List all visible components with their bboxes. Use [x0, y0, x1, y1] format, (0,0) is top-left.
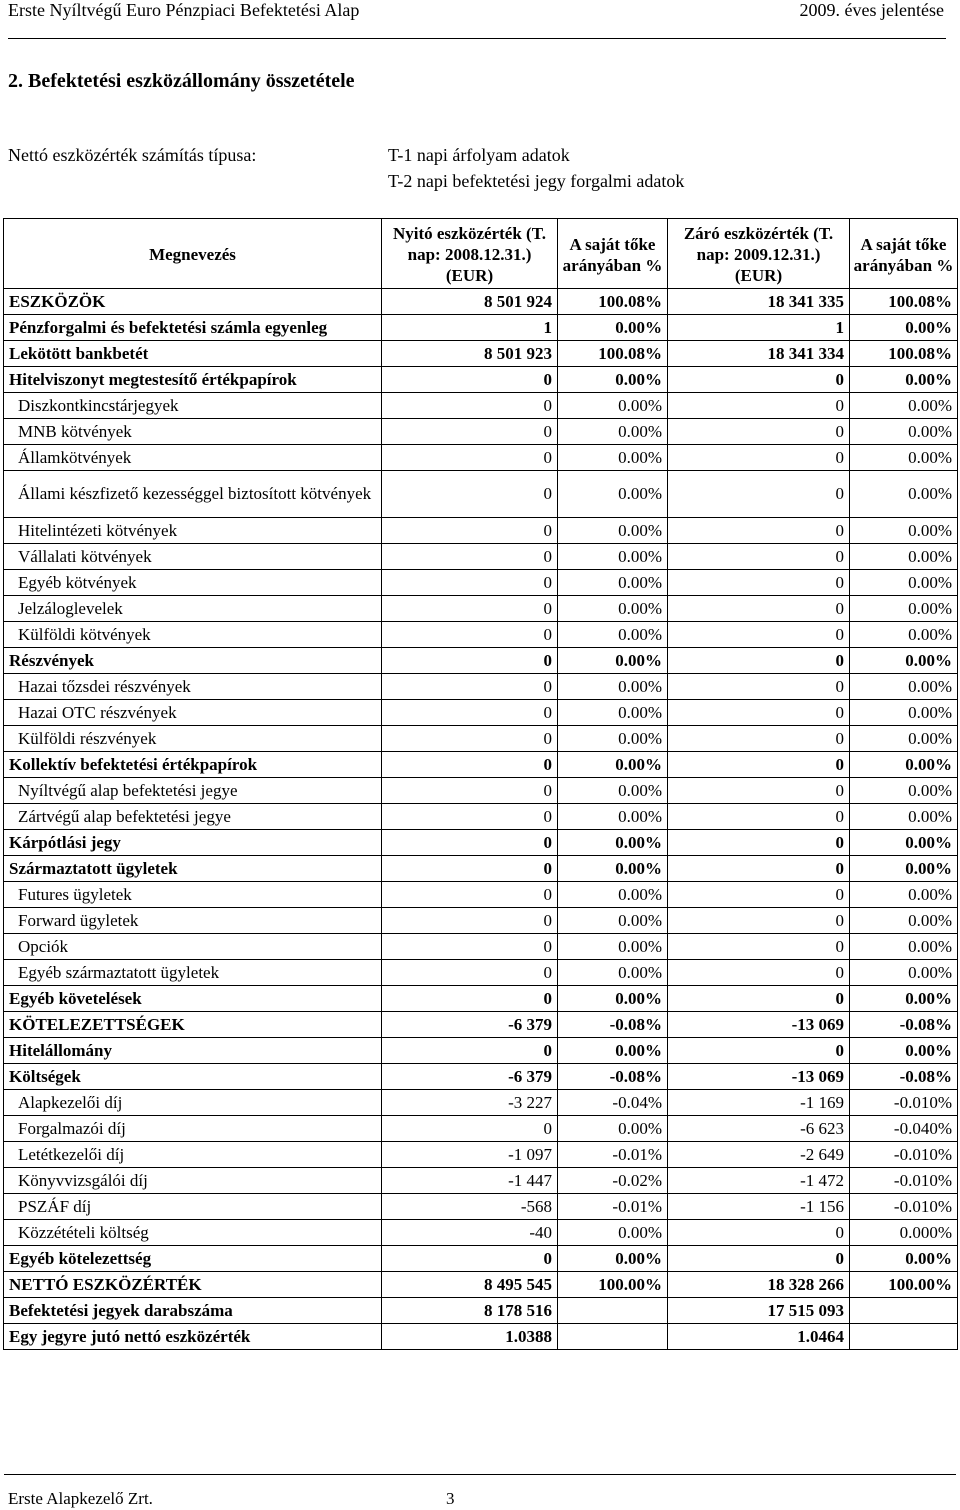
opening-value: 0	[382, 419, 558, 445]
table-body	[4, 289, 958, 1350]
opening-value: 0	[382, 393, 558, 419]
closing-pct: 0.00%	[850, 882, 958, 908]
table-row	[4, 804, 958, 830]
opening-pct: 0.00%	[558, 908, 668, 934]
table-row	[4, 778, 958, 804]
closing-value: 0	[668, 393, 850, 419]
closing-value: 0	[668, 596, 850, 622]
footer-company: Erste Alapkezelő Zrt.	[8, 1489, 153, 1508]
closing-pct: -0.010%	[850, 1194, 958, 1220]
closing-pct: 0.00%	[850, 315, 958, 341]
closing-value: 1.0464	[668, 1324, 850, 1350]
row-name: Részvények	[4, 648, 382, 674]
closing-pct: 0.00%	[850, 778, 958, 804]
table-row	[4, 419, 958, 445]
row-name: PSZÁF díj	[4, 1194, 382, 1220]
opening-pct	[558, 1324, 668, 1350]
closing-pct: 0.00%	[850, 986, 958, 1012]
opening-value: 0	[382, 445, 558, 471]
closing-value: 0	[668, 674, 850, 700]
closing-pct: -0.010%	[850, 1090, 958, 1116]
row-name: Külföldi kötvények	[4, 622, 382, 648]
row-name: Forward ügyletek	[4, 908, 382, 934]
opening-value: 8 501 924	[382, 289, 558, 315]
opening-value: 0	[382, 622, 558, 648]
closing-value: 0	[668, 986, 850, 1012]
table-row	[4, 882, 958, 908]
row-name: Hazai OTC részvények	[4, 700, 382, 726]
row-name: Pénzforgalmi és befektetési számla egyenleg	[4, 315, 382, 341]
table-row	[4, 1272, 958, 1298]
opening-pct	[558, 1298, 668, 1324]
row-name: Hitelállomány	[4, 1038, 382, 1064]
closing-value: 0	[668, 648, 850, 674]
opening-pct: 0.00%	[558, 570, 668, 596]
opening-value: 0	[382, 986, 558, 1012]
closing-value: 0	[668, 544, 850, 570]
row-name: Lekötött bankbetét	[4, 341, 382, 367]
opening-pct: 0.00%	[558, 986, 668, 1012]
row-name: Alapkezelői díj	[4, 1090, 382, 1116]
table-row	[4, 518, 958, 544]
opening-pct: 0.00%	[558, 518, 668, 544]
opening-value: -568	[382, 1194, 558, 1220]
opening-value: 0	[382, 1116, 558, 1142]
table-row	[4, 1038, 958, 1064]
opening-value: 0	[382, 674, 558, 700]
opening-value: 1	[382, 315, 558, 341]
closing-value: 17 515 093	[668, 1298, 850, 1324]
nav-type-value-2: T-2 napi befektetési jegy forgalmi adatok	[388, 171, 685, 191]
opening-value: 0	[382, 752, 558, 778]
row-name: Egyéb származtatott ügyletek	[4, 960, 382, 986]
closing-value: 0	[668, 752, 850, 778]
table-row	[4, 289, 958, 315]
opening-value: 0	[382, 856, 558, 882]
closing-pct: -0.08%	[850, 1012, 958, 1038]
closing-pct: 0.00%	[850, 700, 958, 726]
closing-value: 1	[668, 315, 850, 341]
row-name: Egyéb kötelezettség	[4, 1246, 382, 1272]
row-name: Közzétételi költség	[4, 1220, 382, 1246]
closing-value: 18 341 335	[668, 289, 850, 315]
opening-pct: -0.08%	[558, 1012, 668, 1038]
col-header-opening-value: Nyitó eszközérték (T. nap: 2008.12.31.) (EUR)	[382, 219, 558, 289]
table-row	[4, 596, 958, 622]
closing-pct: 0.00%	[850, 1038, 958, 1064]
table-row	[4, 1116, 958, 1142]
row-name: Könyvvizsgálói díj	[4, 1168, 382, 1194]
opening-pct: 100.00%	[558, 1272, 668, 1298]
table-row	[4, 700, 958, 726]
row-name: Diszkontkincstárjegyek	[4, 393, 382, 419]
row-name: Befektetési jegyek darabszáma	[4, 1298, 382, 1324]
row-name: Külföldi részvények	[4, 726, 382, 752]
closing-value: 0	[668, 856, 850, 882]
table-row	[4, 986, 958, 1012]
closing-value: 0	[668, 830, 850, 856]
col-header-closing-pct: A saját tőke arányában %	[850, 219, 958, 289]
row-name: Forgalmazói díj	[4, 1116, 382, 1142]
row-name: Vállalati kötvények	[4, 544, 382, 570]
table-row	[4, 1168, 958, 1194]
opening-pct: 0.00%	[558, 934, 668, 960]
opening-value: 0	[382, 960, 558, 986]
closing-pct	[850, 1324, 958, 1350]
closing-pct: 0.00%	[850, 804, 958, 830]
nav-type-value-1: T-1 napi árfolyam adatok	[388, 145, 570, 165]
closing-value: 0	[668, 960, 850, 986]
header-fund-name: Erste Nyíltvégű Euro Pénzpiaci Befektetési Alap	[8, 0, 360, 20]
opening-value: 0	[382, 700, 558, 726]
table-row	[4, 752, 958, 778]
table-row	[4, 341, 958, 367]
opening-pct: 0.00%	[558, 804, 668, 830]
row-name: Egyéb kötvények	[4, 570, 382, 596]
opening-value: 8 178 516	[382, 1298, 558, 1324]
header-divider	[8, 38, 946, 39]
closing-value: -1 169	[668, 1090, 850, 1116]
table-row	[4, 544, 958, 570]
row-name: Egyéb követelések	[4, 986, 382, 1012]
table-row	[4, 1142, 958, 1168]
closing-value: 0	[668, 570, 850, 596]
closing-value: -1 156	[668, 1194, 850, 1220]
closing-pct: 0.00%	[850, 752, 958, 778]
row-name: Hitelviszonyt megtestesítő értékpapírok	[4, 367, 382, 393]
closing-pct: 0.00%	[850, 1246, 958, 1272]
closing-value: -1 472	[668, 1168, 850, 1194]
table-header-row	[4, 219, 958, 289]
closing-value: 0	[668, 908, 850, 934]
closing-pct: 100.08%	[850, 341, 958, 367]
opening-pct: -0.02%	[558, 1168, 668, 1194]
table-row	[4, 830, 958, 856]
opening-pct: -0.01%	[558, 1142, 668, 1168]
opening-pct: 0.00%	[558, 882, 668, 908]
table-row	[4, 726, 958, 752]
table-row	[4, 648, 958, 674]
row-name: MNB kötvények	[4, 419, 382, 445]
table-row	[4, 445, 958, 471]
row-name: Jelzáloglevelek	[4, 596, 382, 622]
opening-pct: 0.00%	[558, 830, 668, 856]
opening-value: 0	[382, 726, 558, 752]
opening-pct: 0.00%	[558, 315, 668, 341]
opening-pct: 0.00%	[558, 752, 668, 778]
opening-value: 1.0388	[382, 1324, 558, 1350]
closing-value: 0	[668, 804, 850, 830]
opening-value: -3 227	[382, 1090, 558, 1116]
row-name: ESZKÖZÖK	[4, 289, 382, 315]
closing-value: 0	[668, 1246, 850, 1272]
opening-value: 0	[382, 882, 558, 908]
row-name: Államkötvények	[4, 445, 382, 471]
opening-pct: 100.08%	[558, 289, 668, 315]
opening-pct: -0.01%	[558, 1194, 668, 1220]
closing-pct	[850, 1298, 958, 1324]
table-row	[4, 1064, 958, 1090]
opening-pct: 0.00%	[558, 674, 668, 700]
closing-value: 0	[668, 1220, 850, 1246]
opening-value: -6 379	[382, 1012, 558, 1038]
closing-value: -13 069	[668, 1064, 850, 1090]
opening-value: 8 495 545	[382, 1272, 558, 1298]
nav-type-label: Nettó eszközérték számítás típusa:	[8, 145, 257, 165]
opening-pct: 100.08%	[558, 341, 668, 367]
opening-pct: 0.00%	[558, 367, 668, 393]
closing-pct: 0.00%	[850, 544, 958, 570]
row-name: Hitelintézeti kötvények	[4, 518, 382, 544]
table-row	[4, 1324, 958, 1350]
table-row	[4, 1090, 958, 1116]
opening-pct: 0.00%	[558, 622, 668, 648]
closing-value: 0	[668, 367, 850, 393]
row-name: Költségek	[4, 1064, 382, 1090]
closing-value: -13 069	[668, 1012, 850, 1038]
opening-pct: 0.00%	[558, 419, 668, 445]
closing-value: 0	[668, 882, 850, 908]
opening-pct: 0.00%	[558, 445, 668, 471]
closing-value: 0	[668, 518, 850, 544]
row-name: Futures ügyletek	[4, 882, 382, 908]
table-row	[4, 856, 958, 882]
closing-pct: 0.000%	[850, 1220, 958, 1246]
opening-value: 0	[382, 778, 558, 804]
col-header-name: Megnevezés	[4, 219, 382, 289]
closing-pct: 0.00%	[850, 471, 958, 518]
row-name: Egy jegyre jutó nettó eszközérték	[4, 1324, 382, 1350]
col-header-opening-pct: A saját tőke arányában %	[558, 219, 668, 289]
closing-value: 0	[668, 1038, 850, 1064]
footer-divider	[4, 1474, 956, 1475]
row-name: Származtatott ügyletek	[4, 856, 382, 882]
closing-pct: 0.00%	[850, 570, 958, 596]
closing-pct: -0.040%	[850, 1116, 958, 1142]
table-row	[4, 908, 958, 934]
closing-pct: 0.00%	[850, 830, 958, 856]
table-row	[4, 622, 958, 648]
row-name: Hazai tőzsdei részvények	[4, 674, 382, 700]
opening-pct: 0.00%	[558, 471, 668, 518]
table-row	[4, 367, 958, 393]
opening-value: -1 447	[382, 1168, 558, 1194]
closing-pct: -0.08%	[850, 1064, 958, 1090]
closing-pct: 0.00%	[850, 648, 958, 674]
closing-pct: 0.00%	[850, 934, 958, 960]
closing-pct: 0.00%	[850, 393, 958, 419]
closing-pct: 0.00%	[850, 856, 958, 882]
closing-value: 18 341 334	[668, 341, 850, 367]
table-row	[4, 1220, 958, 1246]
closing-value: 0	[668, 934, 850, 960]
page-header	[8, 0, 944, 24]
opening-pct: 0.00%	[558, 700, 668, 726]
section-title: 2. Befektetési eszközállomány összetétele	[8, 70, 355, 92]
closing-value: 18 328 266	[668, 1272, 850, 1298]
closing-value: 0	[668, 778, 850, 804]
opening-pct: -0.08%	[558, 1064, 668, 1090]
closing-value: 0	[668, 419, 850, 445]
opening-value: 0	[382, 596, 558, 622]
row-name: Kollektív befektetési értékpapírok	[4, 752, 382, 778]
table-row	[4, 1246, 958, 1272]
opening-value: 8 501 923	[382, 341, 558, 367]
row-name: Zártvégű alap befektetési jegye	[4, 804, 382, 830]
row-name: Állami készfizető kezességgel biztosított kötvények	[4, 471, 382, 518]
row-name: KÖTELEZETTSÉGEK	[4, 1012, 382, 1038]
closing-value: -2 649	[668, 1142, 850, 1168]
opening-value: 0	[382, 908, 558, 934]
footer-page-number: 3	[446, 1489, 455, 1508]
header-report-title: 2009. éves jelentése	[799, 0, 944, 20]
opening-pct: 0.00%	[558, 1038, 668, 1064]
table-row	[4, 934, 958, 960]
opening-value: 0	[382, 471, 558, 518]
closing-value: 0	[668, 471, 850, 518]
opening-pct: 0.00%	[558, 1246, 668, 1272]
opening-pct: 0.00%	[558, 960, 668, 986]
opening-pct: 0.00%	[558, 856, 668, 882]
row-name: Kárpótlási jegy	[4, 830, 382, 856]
opening-value: -6 379	[382, 1064, 558, 1090]
closing-pct: 0.00%	[850, 518, 958, 544]
opening-pct: -0.04%	[558, 1090, 668, 1116]
opening-value: 0	[382, 648, 558, 674]
opening-value: 0	[382, 1038, 558, 1064]
opening-value: 0	[382, 804, 558, 830]
closing-value: -6 623	[668, 1116, 850, 1142]
closing-value: 0	[668, 700, 850, 726]
closing-pct: -0.010%	[850, 1142, 958, 1168]
table-row	[4, 674, 958, 700]
closing-pct: 0.00%	[850, 960, 958, 986]
closing-pct: 0.00%	[850, 726, 958, 752]
opening-value: 0	[382, 1246, 558, 1272]
opening-value: -1 097	[382, 1142, 558, 1168]
closing-pct: 100.08%	[850, 289, 958, 315]
table-row	[4, 471, 958, 518]
table-row	[4, 1194, 958, 1220]
opening-value: -40	[382, 1220, 558, 1246]
closing-pct: 0.00%	[850, 908, 958, 934]
opening-value: 0	[382, 570, 558, 596]
closing-pct: 0.00%	[850, 367, 958, 393]
closing-pct: 0.00%	[850, 419, 958, 445]
closing-pct: 100.00%	[850, 1272, 958, 1298]
closing-value: 0	[668, 445, 850, 471]
opening-value: 0	[382, 830, 558, 856]
table-row	[4, 1298, 958, 1324]
opening-pct: 0.00%	[558, 1220, 668, 1246]
table-row	[4, 393, 958, 419]
table-row	[4, 570, 958, 596]
opening-pct: 0.00%	[558, 648, 668, 674]
col-header-closing-value: Záró eszközérték (T. nap: 2009.12.31.) (EUR)	[668, 219, 850, 289]
opening-value: 0	[382, 934, 558, 960]
opening-pct: 0.00%	[558, 1116, 668, 1142]
closing-value: 0	[668, 726, 850, 752]
row-name: Nyíltvégű alap befektetési jegye	[4, 778, 382, 804]
row-name: Letétkezelői díj	[4, 1142, 382, 1168]
closing-pct: -0.010%	[850, 1168, 958, 1194]
asset-composition-table	[3, 218, 958, 1350]
opening-pct: 0.00%	[558, 393, 668, 419]
closing-pct: 0.00%	[850, 622, 958, 648]
opening-pct: 0.00%	[558, 726, 668, 752]
opening-value: 0	[382, 518, 558, 544]
row-name: NETTÓ ESZKÖZÉRTÉK	[4, 1272, 382, 1298]
opening-pct: 0.00%	[558, 778, 668, 804]
closing-value: 0	[668, 622, 850, 648]
closing-pct: 0.00%	[850, 674, 958, 700]
table-row	[4, 1012, 958, 1038]
table-row	[4, 960, 958, 986]
closing-pct: 0.00%	[850, 596, 958, 622]
opening-value: 0	[382, 367, 558, 393]
opening-value: 0	[382, 544, 558, 570]
closing-pct: 0.00%	[850, 445, 958, 471]
opening-pct: 0.00%	[558, 544, 668, 570]
row-name: Opciók	[4, 934, 382, 960]
opening-pct: 0.00%	[558, 596, 668, 622]
table-row	[4, 315, 958, 341]
